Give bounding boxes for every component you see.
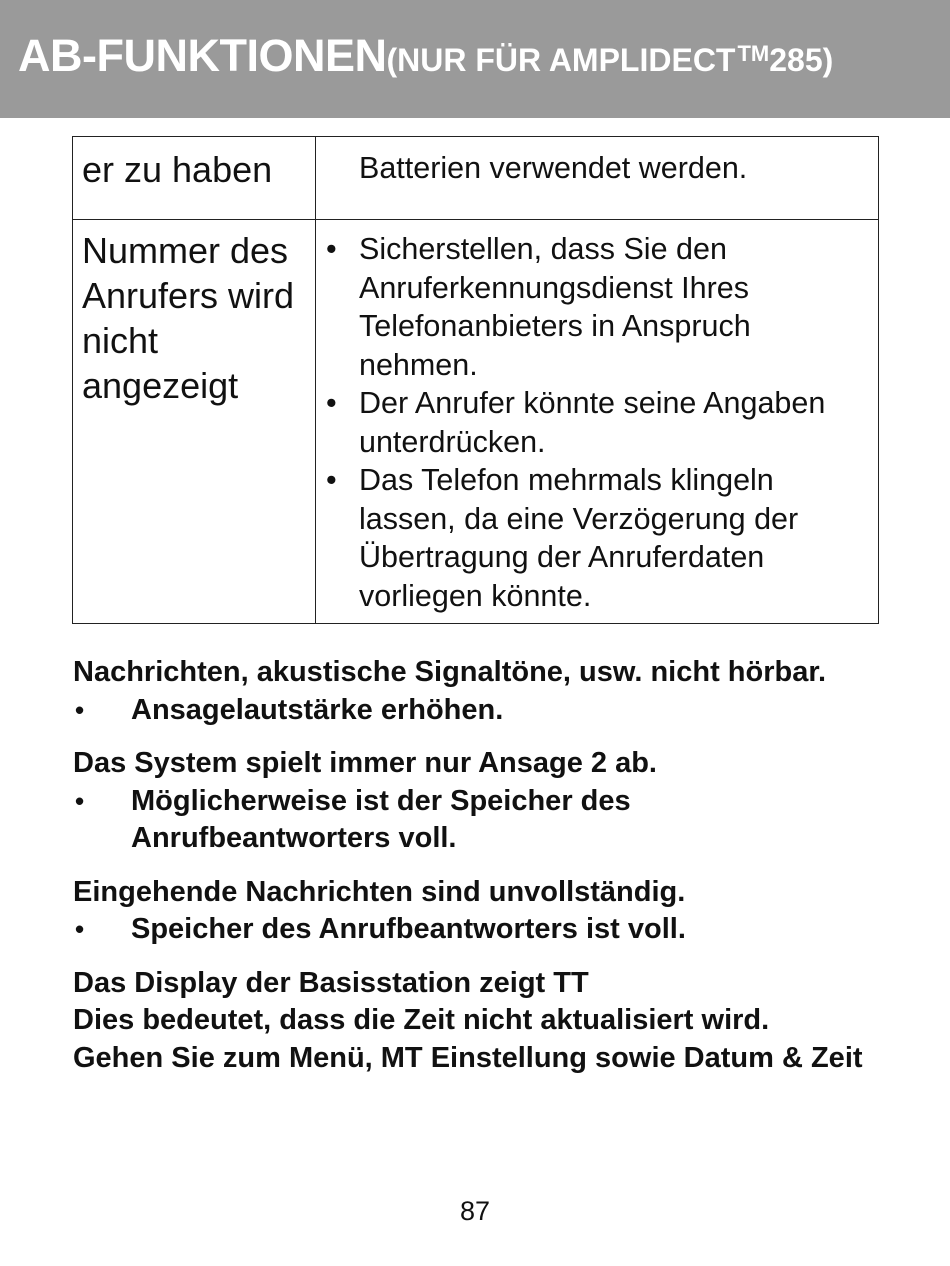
list-item (326, 384, 868, 461)
troubleshooting-table (72, 136, 879, 624)
bullet-icon: • (75, 914, 85, 944)
page-header (0, 0, 950, 118)
list-item-text: Der Anrufer könnte seine Angaben unterdrücken. (359, 386, 826, 459)
section-title: Nachrichten, akustische Signaltöne, usw. nicht hörbar. (73, 656, 827, 688)
list-item-text: Ansagelautstärke erhöhen. (131, 693, 504, 726)
section-line: Gehen Sie zum Menü, MT Einstellung sowie Datum & Zeit (73, 1041, 863, 1074)
section (73, 745, 893, 858)
list-item-text: Möglicherweise ist der Speicher des Anrufbeantworters voll. (131, 784, 631, 854)
page-number: 87 (459, 1196, 491, 1226)
problem-cell: er zu haben (73, 137, 316, 220)
solution-cell (316, 220, 879, 624)
list-item-text: Das Telefon mehrmals klingeln lassen, da eine Verzögerung der Übertragung der Anruferdaten vorliegen könnte. (359, 463, 799, 613)
trademark-symbol: TM (737, 41, 770, 66)
section-title: Eingehende Nachrichten sind unvollständig. (73, 875, 686, 908)
section (73, 654, 893, 729)
page-title-main: AB-FUNKTIONEN (18, 30, 387, 81)
section (73, 965, 893, 1078)
list-item (326, 461, 868, 615)
troubleshooting-sections (73, 654, 893, 1093)
section (73, 874, 893, 949)
page-title (18, 30, 833, 82)
solution-list (326, 230, 868, 615)
list-item (73, 783, 893, 858)
section-title: Das Display der Basisstation zeigt TT (73, 966, 589, 999)
bullet-icon: • (326, 463, 337, 497)
bullet-icon: • (75, 694, 85, 725)
list-item-text: Sicherstellen, dass Sie den Anruferkennungsdienst Ihres Telefonanbieters in Anspruch nehmen. (359, 232, 751, 382)
bullet-icon: • (75, 785, 85, 816)
table-row (73, 137, 879, 220)
section-line: Dies bedeutet, dass die Zeit nicht aktualisiert wird. (73, 1004, 770, 1036)
bullet-icon: • (326, 386, 337, 420)
table-row (73, 220, 879, 624)
solution-cell: Batterien verwendet werden. (316, 137, 879, 220)
page-title-model: 285) (769, 42, 834, 78)
list-item-text: Speicher des Anrufbeantworters ist voll. (131, 913, 686, 945)
section-title: Das System spielt immer nur Ansage 2 ab. (73, 747, 657, 779)
list-item (73, 911, 893, 949)
list-item (326, 230, 868, 384)
bullet-icon: • (326, 232, 337, 266)
problem-cell: Nummer des Anrufers wird nicht angezeigt (73, 220, 316, 624)
list-item (73, 692, 893, 730)
page-title-sub: (NUR FÜR AMPLIDECT (386, 42, 736, 78)
